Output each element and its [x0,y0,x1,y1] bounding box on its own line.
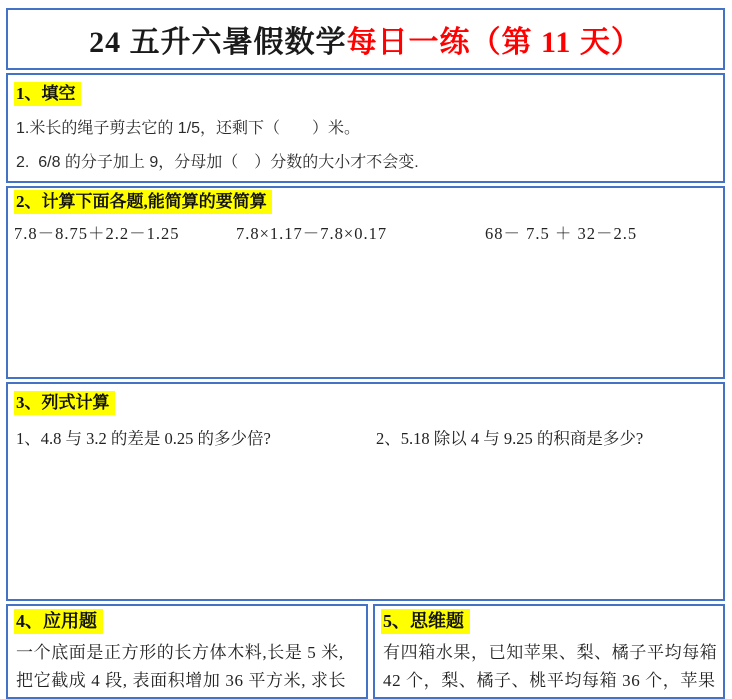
page-title-black: 24 五升六暑假数学 [89,26,347,59]
section1-question2: 2. 6/8 的分子加上 9，分母加（ ）分数的大小才不会变. [16,154,419,171]
section-write-expressions [6,382,725,601]
section2-expression3: 68－ 7.5 ＋ 32－2.5 [485,224,638,243]
section1-question1: 1.米长的绳子剪去它的 1/5，还剩下（ ）米。 [16,120,361,137]
section2-heading: 2、计算下面各题,能简算的要简算 [14,190,272,214]
section5-line1: 有四箱水果，已知苹果、梨、橘子平均每箱 [383,643,718,662]
section3-heading: 3、列式计算 [14,391,115,415]
section-fill-in-blanks [6,73,725,183]
section5-heading: 5、思维题 [381,609,470,634]
section4-line2: 把它截成 4 段, 表面积增加 36 平方米, 求长 [16,671,347,690]
section3-question1: 1、4.8 与 3.2 的差是 0.25 的多少倍? [16,429,271,448]
section4-heading: 4、应用题 [14,609,103,634]
section-calculation [6,186,725,379]
section3-question2: 2、5.18 除以 4 与 9.25 的积商是多少? [376,429,644,448]
page-title [89,17,642,61]
section2-expression1: 7.8－8.75＋2.2－1.25 [14,224,180,243]
section-thinking-problem [373,604,725,699]
section-word-problem [6,604,368,699]
section2-expression2: 7.8×1.17－7.8×0.17 [236,224,388,243]
title-box [6,8,725,70]
section4-line1: 一个底面是正方形的长方体木料,长是 5 米, [16,643,344,662]
page-title-red: 每日一练（第 11 天） [346,26,642,59]
section5-line2: 42 个，梨、橘子、桃平均每箱 36 个，苹果 [383,671,716,690]
section1-heading: 1、填空 [14,82,81,106]
